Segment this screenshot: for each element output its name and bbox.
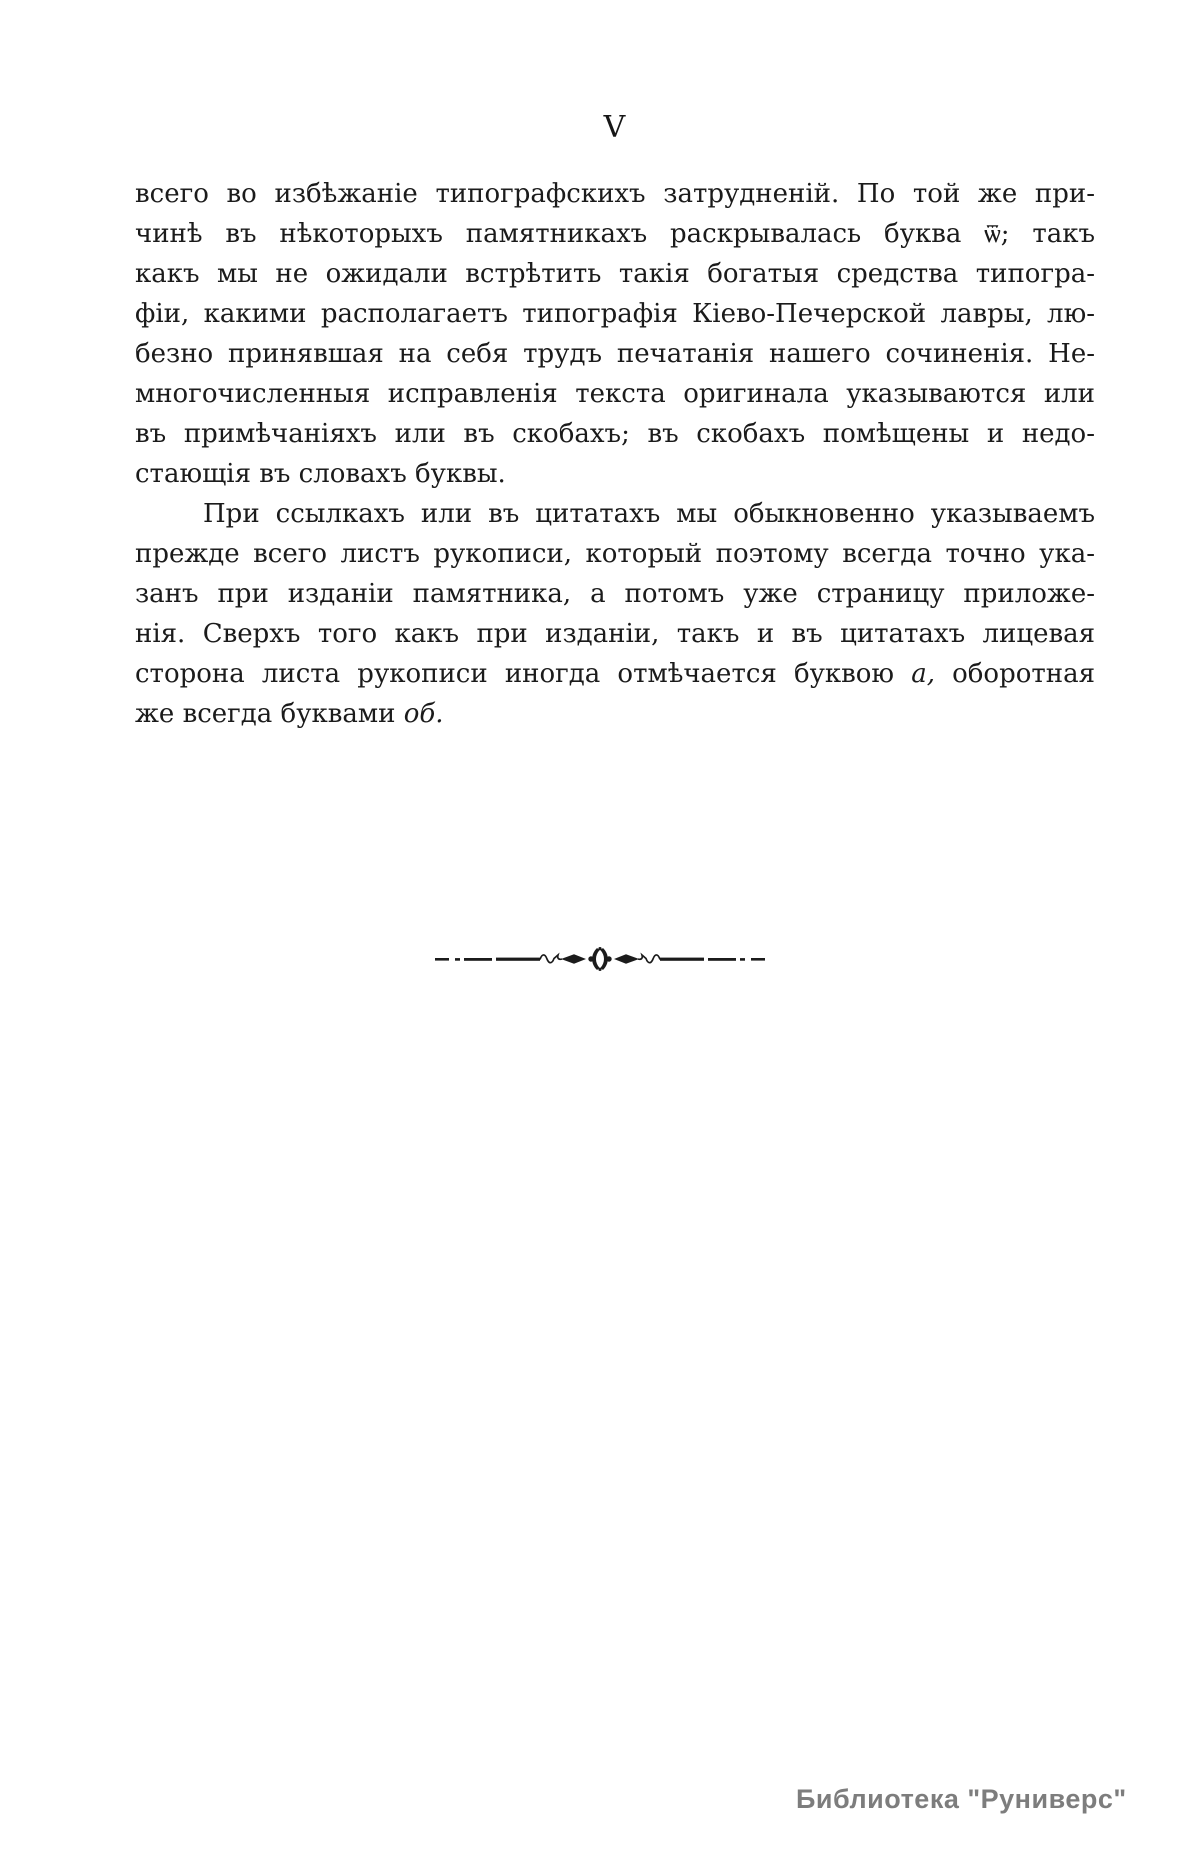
italic-letter-a: а, [911,659,935,689]
text-line: При ссылкахъ или въ цитатахъ мы обыкновенно указываемъ [203,499,1095,529]
text-line: фіи, какими располагаетъ типографія Кіево-Печерской лавры, лю- [135,299,1095,329]
ornamental-divider [0,946,1200,972]
text-block [135,174,1095,734]
text-line: чинѣ въ нѣкоторыхъ памятникахъ раскрывалась буква ѿ; такъ [135,219,1095,249]
text-line: безно принявшая на себя трудъ печатанія нашего сочиненія. Не- [135,339,1095,369]
text-line: стающія въ словахъ буквы. [135,459,506,489]
page-number: V [603,110,627,145]
paragraph-1 [135,174,1095,494]
text-segment: оборотная [934,659,1096,689]
runivers-library-watermark: Библиотека "Руниверс" [796,1784,1127,1814]
text-line: какъ мы не ожидали встрѣтить такія богатыя средства типогра- [135,259,1095,289]
text-line: нія. Сверхъ того какъ при изданіи, такъ и въ цитатахъ лицевая [135,619,1095,649]
text-segment: же всегда буквами [135,699,404,729]
text-line: многочисленныя исправленія текста оригинала указываются или [135,379,1095,409]
text-line: всего во избѣжаніе типографскихъ затрудненій. По той же при- [135,179,1095,209]
divider-flourish-icon [435,946,765,972]
italic-letters-ob: об. [403,699,444,729]
text-line: занъ при изданіи памятника, а потомъ уже страницу приложе- [135,579,1095,609]
text-line [135,694,1095,734]
text-line: прежде всего листъ рукописи, который поэтому всегда точно ука- [135,539,1095,569]
text-line [135,654,1095,694]
text-line: въ примѣчаніяхъ или въ скобахъ; въ скобахъ помѣщены и недо- [135,419,1095,449]
text-segment: сторона листа рукописи иногда отмѣчается буквою [135,659,912,689]
paragraph-2 [135,494,1095,734]
